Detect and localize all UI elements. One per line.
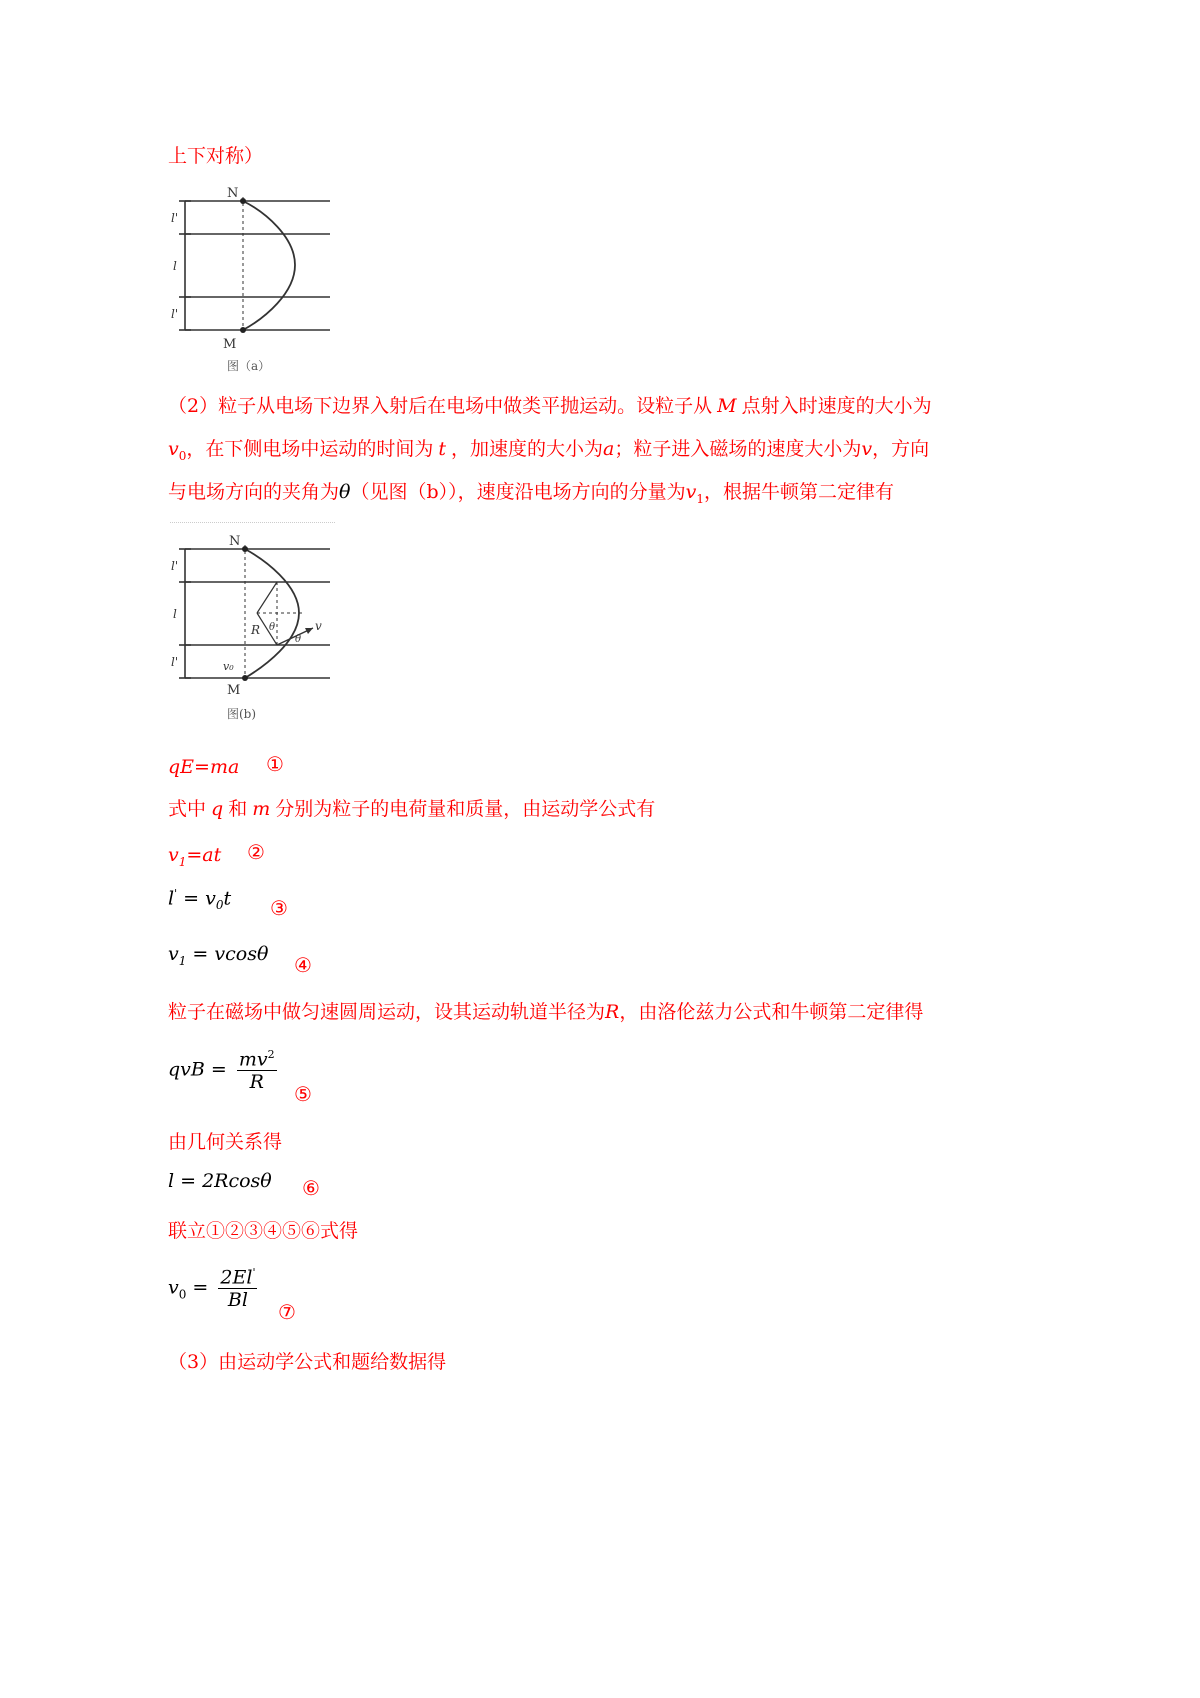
fraction-mv2-over-r: $\frac{mv^2}{R}$ [238, 1048, 275, 1094]
equation-6: l = 2Rcosθ [168, 1170, 272, 1192]
text-line-combine: 联立①②③④⑤⑥式得 [168, 1220, 359, 1242]
text-line-symmetric: 上下对称） [168, 145, 264, 167]
fig-b-label-v: v [315, 619, 322, 633]
fig-b-caption: 图(b) [227, 707, 257, 721]
fig-a-label-l2: l' [171, 307, 179, 321]
fig-b-label-r: R [251, 623, 261, 637]
para2-line1: （2）粒子从电场下边界入射后在电场中做类平抛运动。设粒子从 M 点射入时速度的大小为 [168, 395, 932, 417]
fig-a-label-m: M [223, 337, 237, 352]
equation-3-number: ③ [270, 896, 288, 920]
equation-2: $v_1=at$ [168, 844, 222, 869]
para2-line3: 与电场方向的夹角为θ（见图（b）），速度沿电场方向的分量为$v_1$，根据牛顿第二定律有 [168, 481, 895, 506]
figure-a [165, 182, 340, 377]
fig-a-caption: 图（a） [227, 359, 271, 373]
fig-b-label-m: M [227, 683, 241, 698]
equation-4: $v_1 = vcos\theta$ [168, 943, 269, 968]
para3-line1: （3）由运动学公式和题给数据得 [168, 1351, 447, 1373]
equation-4-number: ④ [294, 953, 312, 977]
equation-7: $v_0$ = $\frac{2El'}{Bl}$ [168, 1266, 256, 1312]
fig-a-label-n: N [227, 186, 239, 201]
equation-1: qE=ma [168, 756, 240, 778]
fig-b-label-theta1: θ [269, 622, 276, 633]
fig-b-label-l2: l' [171, 655, 179, 669]
fraction-2el-over-bl: $\frac{2El'}{Bl}$ [220, 1266, 256, 1312]
equation-7-number: ⑦ [278, 1300, 296, 1324]
fig-a-label-l: l [173, 259, 177, 273]
equation-2-number: ② [247, 840, 265, 864]
equation-3: $l' = v_0t$ [168, 887, 232, 913]
fig-a-label-l1: l' [171, 211, 179, 225]
equation-1-number: ① [266, 752, 284, 776]
fig-b-label-n: N [229, 534, 241, 549]
fig-b-label-l: l [173, 607, 177, 621]
fig-b-label-v0: v₀ [223, 660, 234, 673]
equation-6-number: ⑥ [302, 1176, 320, 1200]
fig-b-label-theta2: θ [295, 634, 302, 645]
equation-5: qvB = $\frac{mv^2}{R}$ [168, 1048, 275, 1094]
para2-line2: $v_0$，在下侧电场中运动的时间为 t ，加速度的大小为a；粒子进入磁场的速度大小为v，方向 [168, 438, 930, 463]
fig-b-label-l1: l' [171, 559, 179, 573]
text-line-lorentz: 粒子在磁场中做匀速圆周运动，设其运动轨道半径为R，由洛伦兹力公式和牛顿第二定律得 [168, 1001, 924, 1023]
figure-b [165, 530, 340, 730]
text-line-charge-mass: 式中 q 和 m 分别为粒子的电荷量和质量，由运动学公式有 [168, 798, 656, 820]
equation-5-number: ⑤ [294, 1082, 312, 1106]
text-line-geometry: 由几何关系得 [168, 1131, 283, 1153]
dotted-separator [170, 522, 335, 523]
